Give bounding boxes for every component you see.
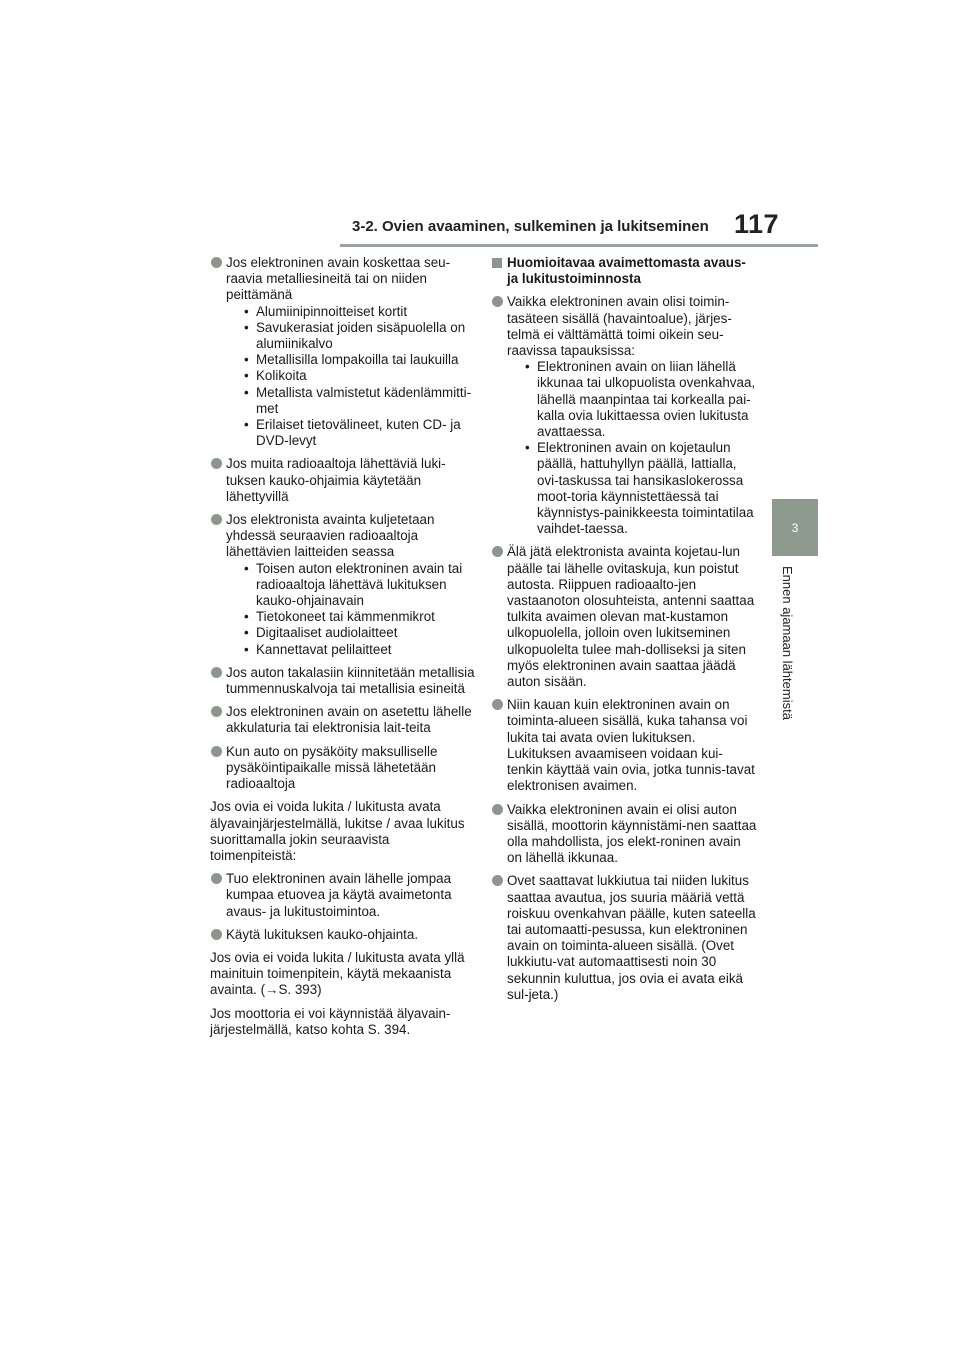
- sub-item: • Elektroninen avain on kojetaulun päällä, hattuhyllyn päällä, lattialla, ovi-taskussa tai hansikaslokerossa moot-toria käynnistettäessä tai käynnistys-painikkeesta toimintatilaa vaihdet-taessa.: [525, 440, 754, 537]
- sub-item: • Kolikoita: [244, 368, 307, 384]
- bullet-dot-icon: [492, 296, 503, 307]
- bullet-dot-icon: [492, 875, 503, 886]
- bullet-item: [210, 744, 475, 793]
- page-number: 117: [734, 209, 780, 239]
- bullet-dot-icon: [492, 546, 503, 557]
- sub-item: • Savukerasiat joiden sisäpuolella on alumiinikalvo: [244, 319, 466, 352]
- square-bullet-icon: [492, 258, 502, 268]
- chapter-tab[interactable]: [772, 499, 818, 556]
- bullet-text: Vaikka elektroninen avain olisi toimin-tasäteen sisällä (havaintoalue), järjes-telmä ei välttämättä toimi oikein seu-raavissa tapauksissa:: [507, 294, 732, 359]
- bullet-item: [491, 802, 757, 867]
- bullet-dot-icon: [211, 514, 222, 525]
- bullet-text: Jos auton takalasiin kiinnitetään metallisia tummennuskalvoja tai metallisia esineitä: [226, 664, 475, 697]
- bullet-text: Jos elektroninen avain koskettaa seu-raavia metalliesineitä tai on niiden peittämänä: [226, 255, 451, 303]
- sub-item: • Erilaiset tietovälineet, kuten CD- ja DVD-levyt: [244, 417, 461, 449]
- bullet-text: Vaikka elektroninen avain ei olisi auton sisällä, moottorin käynnistämi-nen saattaa olla mahdollista, jos elekt-roninen avain on lähellä ikkunaa.: [507, 801, 757, 866]
- bullet-dot-icon: [211, 746, 222, 757]
- right-column: [491, 255, 757, 1010]
- paragraph: Jos ovia ei voida lukita / lukitusta avata yllä mainituin toimenpitein, käytä mekaanista avainta. (→S. 393): [210, 949, 465, 998]
- bullet-item: [210, 456, 475, 505]
- section-title: 3-2. Ovien avaaminen, sulkeminen ja lukitseminen: [352, 218, 709, 235]
- bullet-item: [491, 873, 757, 1003]
- bullet-item: [491, 544, 757, 690]
- sub-item: • Toisen auton elektroninen avain tai radioaaltoja lähettävä lukituksen kauko-ohjainavain: [244, 560, 463, 609]
- sub-item: • Metallisilla lompakoilla tai laukuilla: [244, 352, 459, 368]
- sub-item: • Metallista valmistetut kädenlämmitti-met: [244, 384, 472, 416]
- bullet-item: [210, 255, 475, 449]
- heading-text: Huomioitavaa avaimettomasta avaus- ja lukitustoiminnosta: [507, 255, 746, 287]
- bullet-text: Ovet saattavat lukkiutua tai niiden lukitus saattaa avautua, jos suuria määriä vettä roiskuu ovenkahvan päälle, kuten sateella tai automaatti-pesussa, kun elektroninen avain on toiminta-alueen sisällä. (Ovet lukkiutu-vat automaattisesti noin 30 sekunnin kuluttua, jos ovia ei avata eikä sul-jeta.): [507, 873, 756, 1002]
- sub-item: • Elektroninen avain on liian lähellä ikkunaa tai ulkopuolista ovenkahvaa, lähellä maanpintaa tai korkealla pai-kalla ovia lukittaessa ovien lukitusta avattaessa.: [525, 359, 756, 440]
- paragraph: Jos ovia ei voida lukita / lukitusta avata älyavainjärjestelmällä, lukitse / avaa lukitus suorittamalla jokin seuraavista toimenpiteistä:: [210, 799, 465, 863]
- left-column: [210, 255, 475, 1045]
- bullet-text: Niin kauan kuin elektroninen avain on toiminta-alueen sisällä, kuka tahansa voi lukita tai avata ovien lukituksen. Lukituksen avaamiseen voidaan kui-tenkin käyttää vain ovia, jotka tunnis-tavat elektronisen avaimen.: [507, 697, 755, 794]
- bullet-dot-icon: [211, 667, 222, 678]
- paragraph: Jos moottoria ei voi käynnistää älyavain-järjestelmällä, katso kohta S. 394.: [210, 1005, 451, 1037]
- sub-item: • Kannettavat pelilaitteet: [244, 641, 392, 657]
- bullet-text: Käytä lukituksen kauko-ohjainta.: [226, 926, 419, 942]
- bullet-dot-icon: [211, 257, 222, 268]
- bullet-text: Älä jätä elektronista avainta kojetau-lun päälle tai lähelle ovitaskuja, kun poistut autosta. Riippuen radioaalto-jen vastaanoton olosuhteista, antenni saattaa tulkita avaimen olevan mat-kustamon ulkopuolella, jolloin oven lukitseminen ulkopuolelta tulee mah-dolliseksi ja siten myös elektroninen avain saattaa jäädä auton sisään.: [507, 544, 755, 690]
- bullet-text: Jos muita radioaaltoja lähettäviä luki-tuksen kauko-ohjaimia käytetään lähettyvillä: [226, 456, 446, 504]
- bullet-item: [491, 294, 757, 537]
- bullet-dot-icon: [492, 699, 503, 710]
- sub-item: • Tietokoneet tai kämmenmikrot: [244, 609, 435, 625]
- bullet-item: [210, 927, 475, 943]
- bullet-text: Jos elektroninen avain on asetettu lähelle akkulaturia tai elektronisia lait-teita: [226, 704, 472, 736]
- bullet-dot-icon: [492, 804, 503, 815]
- bullet-item: [491, 697, 757, 794]
- bullet-item: [210, 512, 475, 658]
- bullet-dot-icon: [211, 706, 222, 717]
- chapter-number: 3: [791, 520, 799, 535]
- header-rule: [340, 244, 818, 247]
- bullet-dot-icon: [211, 929, 222, 940]
- bullet-text: Tuo elektroninen avain lähelle jompaa kumpaa etuovea ja käytä avaimetonta avaus- ja lukitustoimintoa.: [226, 871, 452, 919]
- bullet-dot-icon: [211, 458, 222, 469]
- bullet-item: [210, 665, 475, 697]
- bullet-item: [210, 704, 475, 736]
- sub-item: • Alumiinipinnoitteiset kortit: [244, 303, 408, 319]
- subsection-heading: [491, 255, 757, 287]
- bullet-item: [210, 871, 475, 920]
- bullet-dot-icon: [211, 873, 222, 884]
- bullet-text: Jos elektronista avainta kuljetetaan yhdessä seuraavien radioaaltoja lähettävien laitteiden seassa: [226, 512, 435, 560]
- chapter-label-area: [772, 556, 818, 756]
- chapter-label: Ennen ajamaan lähtemistä: [780, 566, 795, 720]
- sub-item: • Digitaaliset audiolaitteet: [244, 625, 398, 641]
- bullet-text: Kun auto on pysäköity maksulliselle pysäköintipaikalle missä lähetetään radioaaltoja: [226, 743, 438, 792]
